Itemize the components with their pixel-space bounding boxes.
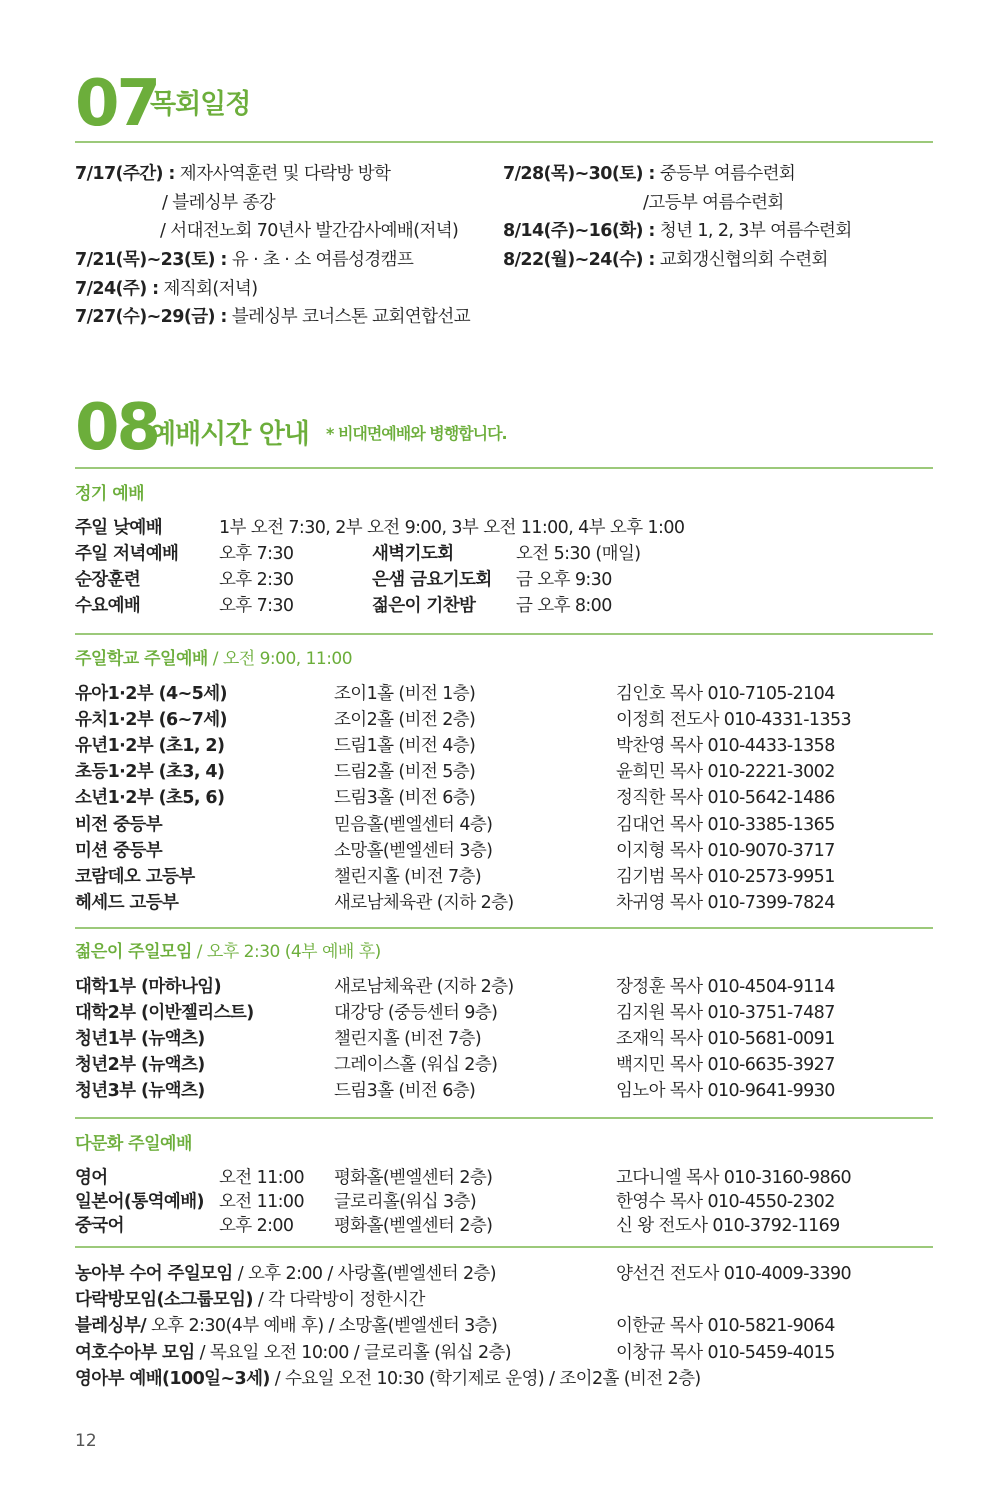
language-name: 영어: [75, 1168, 108, 1188]
worship-time: 금 오후 9:30: [516, 570, 612, 590]
worship-time: 오후 7:30: [219, 596, 294, 616]
schedule-item: 7/17(주간) : 제자사역훈련 및 다락방 방학: [75, 164, 391, 184]
meeting-place: 글로리홀(워십 3층): [334, 1192, 477, 1212]
department-name: 유아1·2부 (4~5세): [75, 684, 227, 704]
department-name: 미션 중등부: [75, 840, 163, 861]
contact-info: 양선건 전도사 010-4009-3390: [616, 1264, 852, 1284]
gathering-item: [75, 1312, 497, 1337]
worship-name: 주일 저녁예배: [75, 544, 179, 564]
meeting-place: 조이1홀 (비전 1층): [334, 684, 476, 704]
section-number-07: 07: [75, 67, 159, 141]
subsection-heading-sunday-school: 주일학교 주일예배 / 오전 9:00, 11:00: [75, 649, 353, 669]
subsection-heading-multicultural: 다문화 주일예배: [75, 1134, 192, 1154]
worship-name: 수요예배: [75, 596, 141, 616]
contact-info: 이정희 전도사 010-4331-1353: [616, 710, 852, 731]
worship-time: 오후 2:30: [219, 570, 294, 590]
department-name: 유치1·2부 (6~7세): [75, 710, 227, 731]
contact-info: 차귀영 목사 010-7399-7824: [616, 892, 835, 913]
contact-info: 장정훈 목사 010-4504-9114: [616, 977, 835, 997]
page-number: 12: [75, 1431, 97, 1451]
gathering-name: 농아부 수어 주일모임: [75, 1264, 233, 1284]
department-name: 비전 중등부: [75, 814, 163, 835]
worship-name: 순장훈련: [75, 570, 141, 590]
department-name: 헤세드 고등부: [75, 892, 179, 913]
meeting-place: 평화홀(벧엘센터 2층): [334, 1216, 493, 1236]
contact-info: 고다니엘 목사 010-3160-9860: [616, 1168, 852, 1188]
divider: [75, 1117, 933, 1119]
gathering-item: [75, 1365, 701, 1390]
schedule-item: / 서대전노회 70년사 발간감사예배(저녁): [160, 221, 459, 241]
gathering-detail: / 수요일 오전 10:30 (학기제로 운영) / 조이2홀 (비전 2층): [269, 1368, 701, 1389]
gathering-name: 블레싱부/: [75, 1316, 147, 1337]
schedule-item: 7/28(목)~30(토) : 중등부 여름수련회: [503, 164, 796, 184]
gathering-name: 다락방모임(소그룹모임): [75, 1290, 253, 1311]
divider: [75, 141, 933, 143]
schedule-item: 7/24(주) : 제직회(저녁): [75, 279, 258, 299]
gathering-detail: / 목요일 오전 10:00 / 글로리홀 (워십 2층): [194, 1342, 512, 1363]
contact-info: 백지민 목사 010-6635-3927: [616, 1055, 835, 1076]
department-name: 대학2부 (이반젤리스트): [75, 1003, 254, 1024]
section-note: * 비대면예배와 병행합니다.: [326, 424, 507, 443]
contact-info: 신 왕 전도사 010-3792-1169: [616, 1216, 840, 1236]
meeting-place: 소망홀(벧엘센터 3층): [334, 840, 493, 861]
meeting-place: 새로남체육관 (지하 2층): [334, 977, 514, 997]
divider: [75, 467, 933, 469]
language-name: 일본어(통역예배): [75, 1192, 204, 1212]
divider: [75, 633, 933, 635]
department-name: 소년1·2부 (초5, 6): [75, 788, 225, 809]
gathering-detail: / 오후 2:00 / 사랑홀(벧엘센터 2층): [232, 1264, 497, 1284]
worship-time: 금 오후 8:00: [516, 596, 612, 616]
meeting-place: 챌린지홀 (비전 7층): [334, 866, 482, 887]
contact-info: 이지형 목사 010-9070-3717: [616, 840, 835, 861]
subsection-heading-youth: 젊은이 주일모임 / 오후 2:30 (4부 예배 후): [75, 942, 381, 962]
worship-time: 1부 오전 7:30, 2부 오전 9:00, 3부 오전 11:00, 4부 오후 1:00: [219, 518, 685, 538]
meeting-place: 드림3홀 (비전 6층): [334, 788, 476, 809]
contact-info: 정직한 목사 010-5642-1486: [616, 788, 835, 809]
meeting-place: 평화홀(벧엘센터 2층): [334, 1168, 493, 1188]
gathering-item: [75, 1339, 511, 1364]
gathering-name: 여호수아부 모임: [75, 1342, 195, 1363]
meeting-place: 조이2홀 (비전 2층): [334, 710, 476, 731]
contact-info: 조재익 목사 010-5681-0091: [616, 1029, 835, 1050]
department-name: 대학1부 (마하나임): [75, 977, 221, 997]
gathering-detail: / 각 다락방이 정한시간: [252, 1290, 425, 1311]
section-title-schedule: 목회일정: [150, 89, 251, 120]
contact-info: 김인호 목사 010-7105-2104: [616, 684, 835, 704]
schedule-item: / 블레싱부 종강: [162, 193, 276, 213]
meeting-place: 대강당 (중등센터 9층): [334, 1003, 498, 1024]
schedule-item: 8/22(월)~24(수) : 교회갱신협의회 수련회: [503, 250, 828, 270]
worship-time: 오전 5:30 (매일): [516, 544, 641, 564]
contact-info: 한영수 목사 010-4550-2302: [616, 1192, 835, 1212]
worship-name: 젊은이 기찬밤: [372, 596, 476, 616]
department-name: 코람데오 고등부: [75, 866, 195, 887]
contact-info: 김기범 목사 010-2573-9951: [616, 866, 835, 887]
gathering-item: [75, 1260, 496, 1285]
department-name: 유년1·2부 (초1, 2): [75, 736, 225, 757]
contact-info: 김지원 목사 010-3751-7487: [616, 1003, 835, 1024]
worship-time: 오후 2:00: [219, 1216, 294, 1236]
contact-info: 이한균 목사 010-5821-9064: [616, 1316, 835, 1337]
contact-info: 박찬영 목사 010-4433-1358: [616, 736, 835, 757]
gathering-detail: 오후 2:30(4부 예배 후) / 소망홀(벧엘센터 3층): [146, 1316, 498, 1337]
schedule-item: 8/14(주)~16(화) : 청년 1, 2, 3부 여름수련회: [503, 221, 852, 241]
worship-time: 오전 11:00: [219, 1168, 305, 1188]
meeting-place: 믿음홀(벧엘센터 4층): [334, 814, 493, 835]
divider: [75, 1246, 933, 1248]
meeting-place: 그레이스홀 (워십 2층): [334, 1055, 498, 1076]
department-name: 청년1부 (뉴액츠): [75, 1029, 205, 1050]
meeting-place: 새로남체육관 (지하 2층): [334, 892, 514, 913]
contact-info: 윤희민 목사 010-2221-3002: [616, 762, 835, 783]
contact-info: 임노아 목사 010-9641-9930: [616, 1081, 835, 1102]
gathering-name: 영아부 예배(100일~3세): [75, 1368, 270, 1389]
contact-info: 이창규 목사 010-5459-4015: [616, 1342, 835, 1363]
worship-name: 은샘 금요기도회: [372, 570, 492, 590]
schedule-item: 7/27(수)~29(금) : 블레싱부 코너스톤 교회연합선교: [75, 307, 471, 327]
meeting-place: 드림1홀 (비전 4층): [334, 736, 476, 757]
department-name: 초등1·2부 (초3, 4): [75, 762, 225, 783]
meeting-place: 드림2홀 (비전 5층): [334, 762, 476, 783]
meeting-place: 드림3홀 (비전 6층): [334, 1081, 476, 1102]
department-name: 청년2부 (뉴액츠): [75, 1055, 205, 1076]
section-number-08: 08: [75, 391, 159, 465]
schedule-item: /고등부 여름수련회: [643, 193, 784, 213]
worship-name: 주일 낮예배: [75, 518, 163, 538]
subsection-heading-regular: 정기 예배: [75, 484, 145, 504]
worship-name: 새벽기도회: [372, 544, 454, 564]
contact-info: 김대언 목사 010-3385-1365: [616, 814, 835, 835]
divider: [75, 927, 933, 929]
worship-time: 오전 11:00: [219, 1192, 305, 1212]
meeting-place: 챌린지홀 (비전 7층): [334, 1029, 482, 1050]
worship-time: 오후 7:30: [219, 544, 294, 564]
department-name: 청년3부 (뉴액츠): [75, 1081, 205, 1102]
language-name: 중국어: [75, 1216, 124, 1236]
section-title-worship-times: 예배시간 안내: [150, 419, 309, 450]
gathering-item: [75, 1286, 425, 1311]
schedule-item: 7/21(목)~23(토) : 유 · 초 · 소 여름성경캠프: [75, 250, 414, 270]
